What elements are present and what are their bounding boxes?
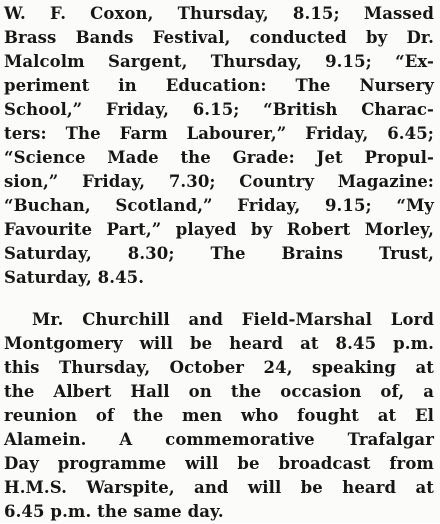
text-line: Montgomery will be heard at 8.45 p.m. xyxy=(4,334,434,353)
text-line: H.M.S. Warspite, and will be heard at xyxy=(4,478,434,497)
text-line: Mr. Churchill and Field-Marshal Lord xyxy=(32,310,434,329)
text-line: Alamein. A commemorative Trafalgar xyxy=(4,430,434,449)
text-line: ters: The Farm Labourer,” Friday, 6.45; xyxy=(4,124,434,143)
text-line: “Science Made the Grade: Jet Propul- xyxy=(4,148,434,167)
text-line: sion,” Friday, 7.30; Country Magazine: xyxy=(4,172,434,191)
text-line: the Albert Hall on the occasion of, a xyxy=(4,382,434,401)
text-line: Saturday, 8.30; The Brains Trust, xyxy=(4,244,434,263)
text-line: 6.45 p.m. the same day. xyxy=(4,502,224,521)
text-line: Favourite Part,” played by Robert Morley, xyxy=(4,220,434,239)
text-line: Brass Bands Festival, conducted by Dr. xyxy=(4,28,434,47)
text-line: “Buchan, Scotland,” Friday, 9.15; “My xyxy=(4,196,434,215)
text-line: Saturday, 8.45. xyxy=(4,268,145,287)
text-line: W. F. Coxon, Thursday, 8.15; Massed xyxy=(4,4,434,23)
text-line: Malcolm Sargent, Thursday, 9.15; “Ex- xyxy=(4,52,434,71)
text-line: Day programme will be broadcast from xyxy=(4,454,434,473)
text-line: this Thursday, October 24, speaking at xyxy=(4,358,434,377)
text-line: School,” Friday, 6.15; “British Charac- xyxy=(4,100,434,119)
text-line: reunion of the men who fought at El xyxy=(4,406,434,425)
text-line: periment in Education: The Nursery xyxy=(4,76,434,95)
